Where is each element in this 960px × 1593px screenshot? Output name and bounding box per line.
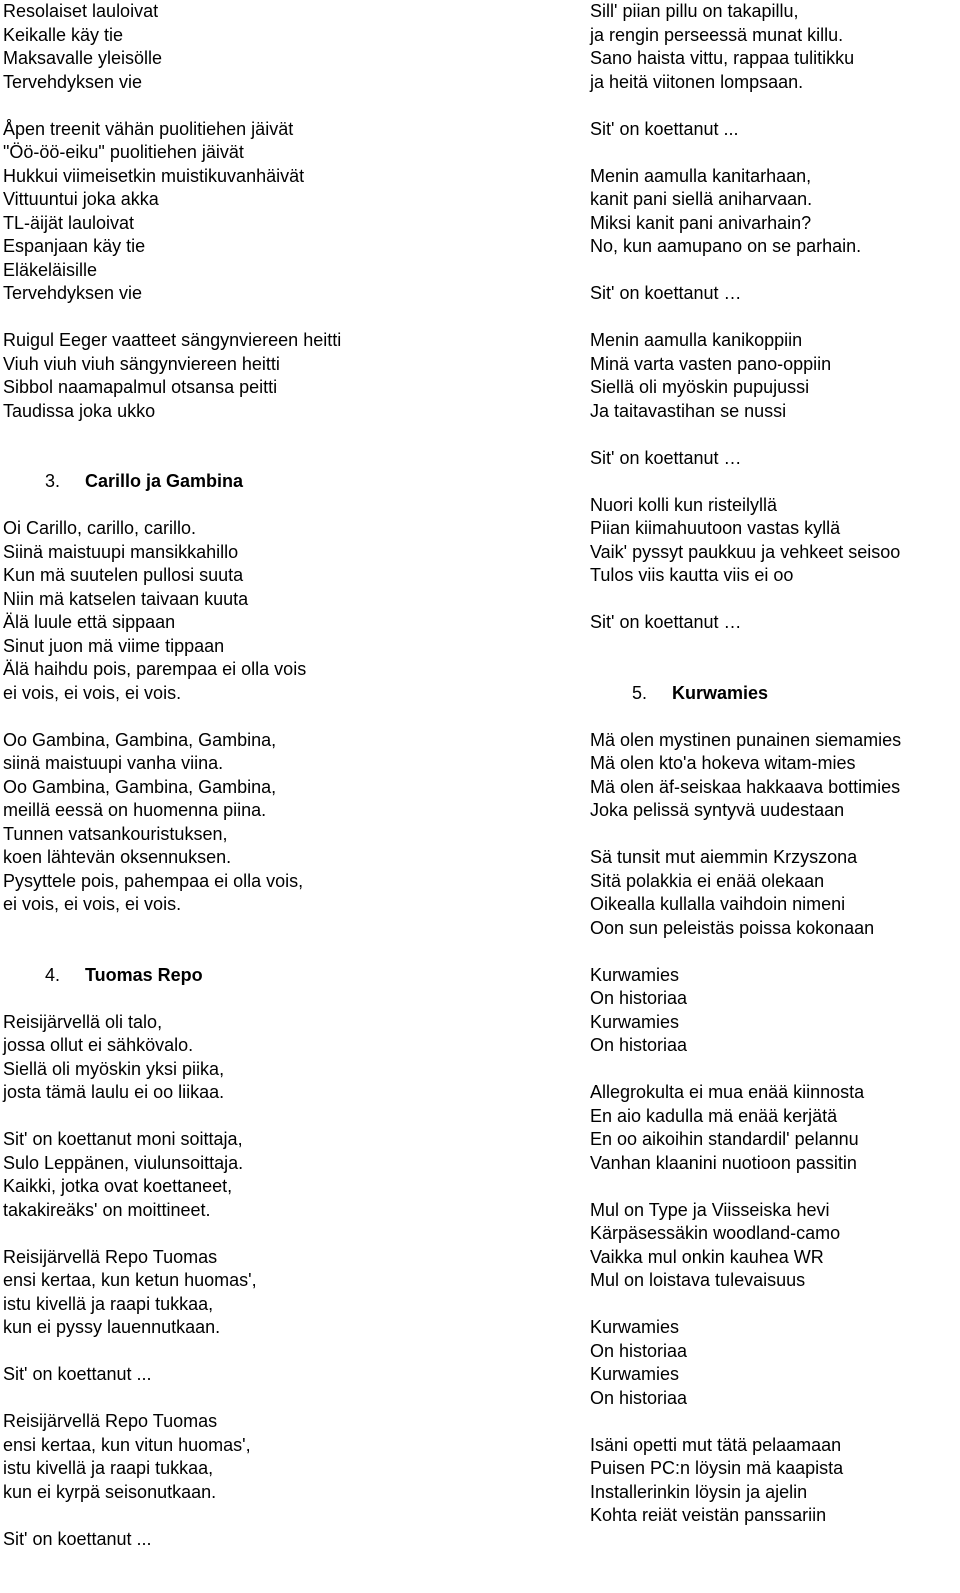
lyric-line: Sit' on koettanut …	[590, 612, 742, 632]
lyric-line: Sit' on koettanut ...	[3, 1364, 152, 1384]
stanza-gap	[3, 1387, 583, 1411]
lyric-line: Kurwamies	[590, 1364, 680, 1384]
song-title: Kurwamies	[672, 682, 769, 703]
lyric-line: Sulo Leppänen, viulunsoittaja.	[3, 1152, 244, 1173]
lyric-line: Piian kiimahuutoon vastas kyllä	[590, 518, 841, 538]
stanza-gap	[3, 494, 583, 518]
lyric-line: siinä maistuupi vanha viina.	[3, 753, 224, 773]
lyric-line: takakireäks' on moittineet.	[3, 1199, 211, 1220]
stanza-gap	[590, 588, 960, 612]
lyric-line: Mä olen mystinen punainen siemamies	[590, 729, 902, 750]
stanza-gap	[590, 141, 960, 165]
lyric-line: Installerinkin löysin ja ajelin	[590, 1481, 808, 1502]
lyric-line: Hukkui viimeisetkin muistikuvanhäivät	[3, 165, 305, 186]
lyric-line: jossa ollut ei sähkövalo.	[3, 1035, 194, 1055]
lyric-line: Isäni opetti mut tätä pelaamaan	[590, 1434, 842, 1455]
stanza-gap	[3, 423, 583, 447]
lyric-line: Menin aamulla kanikoppiin	[590, 330, 803, 350]
song-number: 3.	[45, 471, 61, 491]
lyric-line: Kohta reiät veistän panssariin	[590, 1505, 827, 1525]
lyric-line: En aio kadulla mä enää kerjätä	[590, 1105, 838, 1126]
stanza-gap	[3, 1504, 583, 1528]
lyric-line: Mul on Type ja Viisseiska hevi	[590, 1199, 830, 1220]
stanza-gap	[590, 823, 960, 847]
left-column	[3, 0, 583, 1551]
lyric-line: Siellä oli myöskin pupujussi	[590, 377, 810, 397]
lyric-line: Älä haihdu pois, parempaa ei olla vois	[3, 659, 307, 679]
lyric-line: On historiaa	[590, 1035, 688, 1055]
lyric-line: Kurwamies	[590, 964, 680, 985]
lyric-line: Vaikka mul onkin kauhea WR	[590, 1246, 824, 1267]
lyric-line: Vanhan klaanini nuotioon passitin	[590, 1152, 857, 1173]
lyric-line: Allegrokulta ei mua enää kiinnosta	[590, 1082, 865, 1102]
lyric-line: Maksavalle yleisölle	[3, 48, 163, 68]
lyric-line: Vittuuntui joka akka	[3, 189, 159, 209]
stanza-gap	[590, 705, 960, 729]
lyric-line: No, kun aamupano on se parhain.	[590, 236, 862, 256]
lyric-line: ja rengin perseessä munat killu.	[590, 24, 844, 45]
stanza-gap	[3, 705, 583, 729]
lyric-line: Kurwamies	[590, 1317, 680, 1337]
lyric-line: Menin aamulla kanitarhaan,	[590, 165, 812, 186]
stanza-gap	[590, 1410, 960, 1434]
stanza-gap	[590, 1293, 960, 1317]
lyric-line: Sill' piian pillu on takapillu,	[590, 1, 799, 21]
lyric-line: Keikalle käy tie	[3, 24, 124, 45]
stanza-gap	[3, 94, 583, 118]
lyric-line: Reisijärvellä Repo Tuomas	[3, 1411, 218, 1431]
lyric-line: kun ei pyssy lauennutkaan.	[3, 1317, 221, 1337]
lyric-line: Sit' on koettanut ...	[3, 1528, 152, 1549]
song-number: 4.	[45, 964, 61, 985]
lyric-line: meillä eessä on huomenna piina.	[3, 800, 267, 820]
lyric-line: Resolaiset lauloivat	[3, 1, 159, 21]
lyric-line: ei vois, ei vois, ei vois.	[3, 894, 182, 914]
lyric-line: Tervehdyksen vie	[3, 71, 143, 92]
lyric-line: Sitä polakkia ei enää olekaan	[590, 870, 825, 891]
song-heading	[3, 470, 583, 494]
lyric-line: Nuori kolli kun risteilyllä	[590, 494, 778, 515]
lyric-line: Kun mä suutelen pullosi suuta	[3, 565, 244, 585]
lyric-line: Vaik' pyssyt paukkuu ja vehkeet seisoo	[590, 541, 901, 562]
lyric-line: ja heitä viitonen lompsaan.	[590, 71, 804, 92]
song-title: Carillo ja Gambina	[85, 471, 244, 491]
lyric-line: Mul on loistava tulevaisuus	[590, 1270, 806, 1290]
lyric-line: ensi kertaa, kun vitun huomas',	[3, 1434, 251, 1455]
stanza-gap	[3, 1105, 583, 1129]
lyric-line: Mä olen äf-seiskaa hakkaava bottimies	[590, 776, 901, 797]
stanza-gap	[590, 423, 960, 447]
lyric-line: Åpen treenit vähän puolitiehen jäivät	[3, 118, 294, 139]
lyric-line: Reisijärvellä oli talo,	[3, 1011, 163, 1032]
stanza-gap	[590, 635, 960, 659]
lyric-line: Kurwamies	[590, 1011, 680, 1032]
song-heading	[3, 964, 583, 988]
lyric-line: Oo Gambina, Gambina, Gambina,	[3, 729, 277, 750]
lyric-line: Tulos viis kautta viis ei oo	[590, 565, 794, 585]
lyric-line: Tunnen vatsankouristuksen,	[3, 823, 228, 844]
stanza-gap	[590, 94, 960, 118]
stanza-gap	[3, 447, 583, 471]
stanza-gap	[590, 470, 960, 494]
lyric-line: Sä tunsit mut aiemmin Krzyszona	[590, 847, 858, 867]
lyric-line: "Öö-öö-eiku" puolitiehen jäivät	[3, 142, 244, 162]
stanza-gap	[590, 1175, 960, 1199]
lyric-line: Niin mä katselen taivaan kuuta	[3, 588, 249, 609]
lyric-line: Oon sun peleistäs poissa kokonaan	[590, 917, 875, 938]
lyric-line: Tervehdyksen vie	[3, 283, 143, 303]
lyric-line: Älä luule että sippaan	[3, 612, 176, 632]
lyric-line: istu kivellä ja raapi tukkaa,	[3, 1458, 214, 1478]
lyric-line: Espanjaan käy tie	[3, 236, 146, 256]
stanza-gap	[590, 1058, 960, 1082]
song-title: Tuomas Repo	[85, 964, 203, 985]
stanza-gap	[3, 917, 583, 941]
stanza-gap	[3, 1222, 583, 1246]
lyric-line: Mä olen kto'a hokeva witam-mies	[590, 753, 856, 773]
lyric-line: Kaikki, jotka ovat koettaneet,	[3, 1176, 233, 1196]
lyric-line: Reisijärvellä Repo Tuomas	[3, 1246, 218, 1267]
lyric-line: Sit' on koettanut ...	[590, 118, 739, 139]
lyric-line: koen lähtevän oksennuksen.	[3, 847, 232, 867]
lyric-line: Oo Gambina, Gambina, Gambina,	[3, 776, 277, 797]
stanza-gap	[590, 259, 960, 283]
lyric-line: Siellä oli myöskin yksi piika,	[3, 1058, 225, 1079]
lyric-line: kun ei kyrpä seisonutkaan.	[3, 1481, 217, 1502]
lyric-line: istu kivellä ja raapi tukkaa,	[3, 1293, 214, 1314]
lyric-line: Pysyttele pois, pahempaa ei olla vois,	[3, 870, 304, 891]
lyric-line: Sit' on koettanut moni soittaja,	[3, 1129, 243, 1149]
stanza-gap	[3, 987, 583, 1011]
lyric-line: Taudissa joka ukko	[3, 400, 156, 421]
lyric-line: Oi Carillo, carillo, carillo.	[3, 518, 197, 538]
lyric-line: Ruigul Eeger vaatteet sängynviereen heitti	[3, 330, 342, 350]
lyric-line: Ja taitavastihan se nussi	[590, 400, 787, 421]
stanza-gap	[590, 306, 960, 330]
lyric-line: Oikealla kullalla vaihdoin nimeni	[590, 894, 846, 914]
right-column	[590, 0, 960, 1528]
lyric-line: Viuh viuh viuh sängynviereen heitti	[3, 353, 280, 374]
stanza-gap	[3, 940, 583, 964]
song-heading	[590, 682, 960, 706]
song-number: 5.	[632, 682, 648, 703]
lyric-line: kanit pani siellä aniharvaan.	[590, 189, 813, 209]
stanza-gap	[590, 658, 960, 682]
stanza-gap	[3, 1340, 583, 1364]
lyric-line: Miksi kanit pani anivarhain?	[590, 212, 812, 233]
lyric-line: Sinut juon mä viime tippaan	[3, 635, 225, 656]
stanza-gap	[3, 306, 583, 330]
stanza-gap	[590, 940, 960, 964]
lyric-line: ensi kertaa, kun ketun huomas',	[3, 1270, 257, 1290]
lyric-line: Puisen PC:n löysin mä kaapista	[590, 1458, 844, 1478]
lyric-line: On historiaa	[590, 988, 688, 1008]
lyric-line: ei vois, ei vois, ei vois.	[3, 682, 182, 703]
lyric-line: Siinä maistuupi mansikkahillo	[3, 541, 239, 562]
lyric-line: Sit' on koettanut …	[590, 283, 742, 303]
lyric-line: TL-äijät lauloivat	[3, 212, 135, 233]
lyric-line: josta tämä laulu ei oo liikaa.	[3, 1082, 225, 1102]
lyric-line: Sit' on koettanut …	[590, 447, 742, 468]
lyric-line: Minä varta vasten pano-oppiin	[590, 353, 832, 374]
lyric-line: Sibbol naamapalmul otsansa peitti	[3, 377, 278, 397]
lyric-line: On historiaa	[590, 1387, 688, 1408]
lyric-line: On historiaa	[590, 1340, 688, 1361]
lyric-line: Kärpäsessäkin woodland-camo	[590, 1223, 841, 1243]
lyric-line: En oo aikoihin standardil' pelannu	[590, 1129, 859, 1149]
lyric-line: Joka pelissä syntyvä uudestaan	[590, 800, 845, 820]
lyric-line: Eläkeläisille	[3, 259, 98, 280]
lyric-line: Sano haista vittu, rappaa tulitikku	[590, 48, 855, 68]
